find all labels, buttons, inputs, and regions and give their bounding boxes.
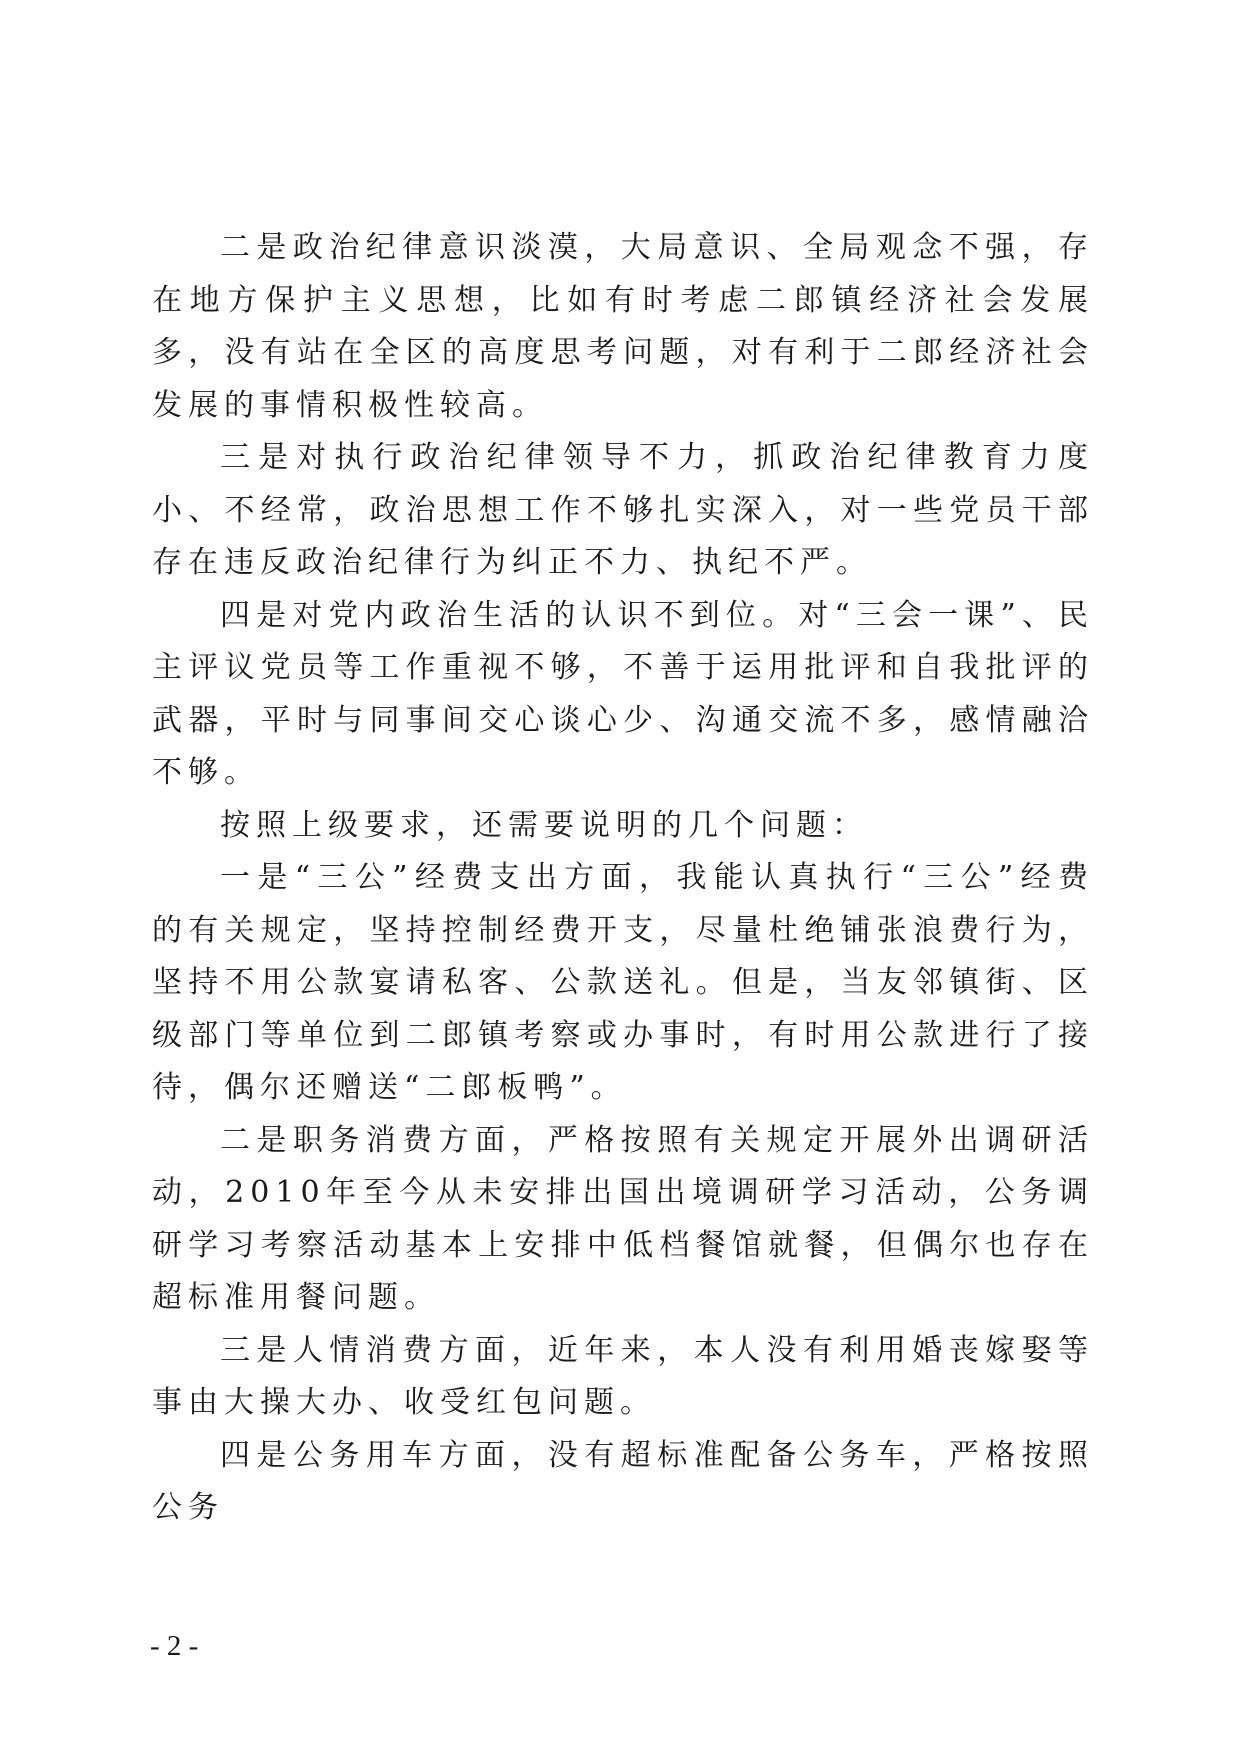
- paragraph-party-life: 四是对党内政治生活的认识不到位。对“三会一课”、民主评议党员等工作重视不够，不善于运用批评和自我批评的武器，平时与同事间交心谈心少、沟通交流不多，感情融洽不够。: [152, 597, 1094, 790]
- paragraph-official-vehicles: 四是公务用车方面，没有超标准配备公务车，严格按照公务: [152, 1437, 1094, 1525]
- paragraph-social-consumption: 三是人情消费方面，近年来，本人没有利用婚丧嫁娶等事由大操大办、收受红包问题。: [152, 1332, 1094, 1420]
- page-number: - 2 -: [150, 1630, 199, 1662]
- paragraph-political-discipline: 二是政治纪律意识淡漠，大局意识、全局观念不强，存在地方保护主义思想，比如有时考虑二郎镇经济社会发展多，没有站在全区的高度思考问题，对有利于二郎经济社会发展的事情积极性较高。: [152, 230, 1094, 423]
- paragraph-intro-issues: 按照上级要求，还需要说明的几个问题：: [220, 807, 868, 843]
- paragraph-three-public-funds: 一是“三公”经费支出方面，我能认真执行“三公”经费的有关规定，坚持控制经费开支，尽量杜绝铺张浪费行为，坚持不用公款宴请私客、公款送礼。但是，当友邻镇街、区级部门等单位到二郎镇考察或办事时，有时用公款进行了接待，偶尔还赠送“二郎板鸭”。: [152, 860, 1094, 1105]
- paragraph-official-consumption: 二是职务消费方面，严格按照有关规定开展外出调研活动，2010年至今从未安排出国出境调研学习活动，公务调研学习考察活动基本上安排中低档餐馆就餐，但偶尔也存在超标准用餐问题。: [152, 1122, 1094, 1315]
- document-body: [152, 222, 1094, 1535]
- paragraph-leadership: 三是对执行政治纪律领导不力，抓政治纪律教育力度小、不经常，政治思想工作不够扎实深入，对一些党员干部存在违反政治纪律行为纠正不力、执纪不严。: [152, 440, 1094, 580]
